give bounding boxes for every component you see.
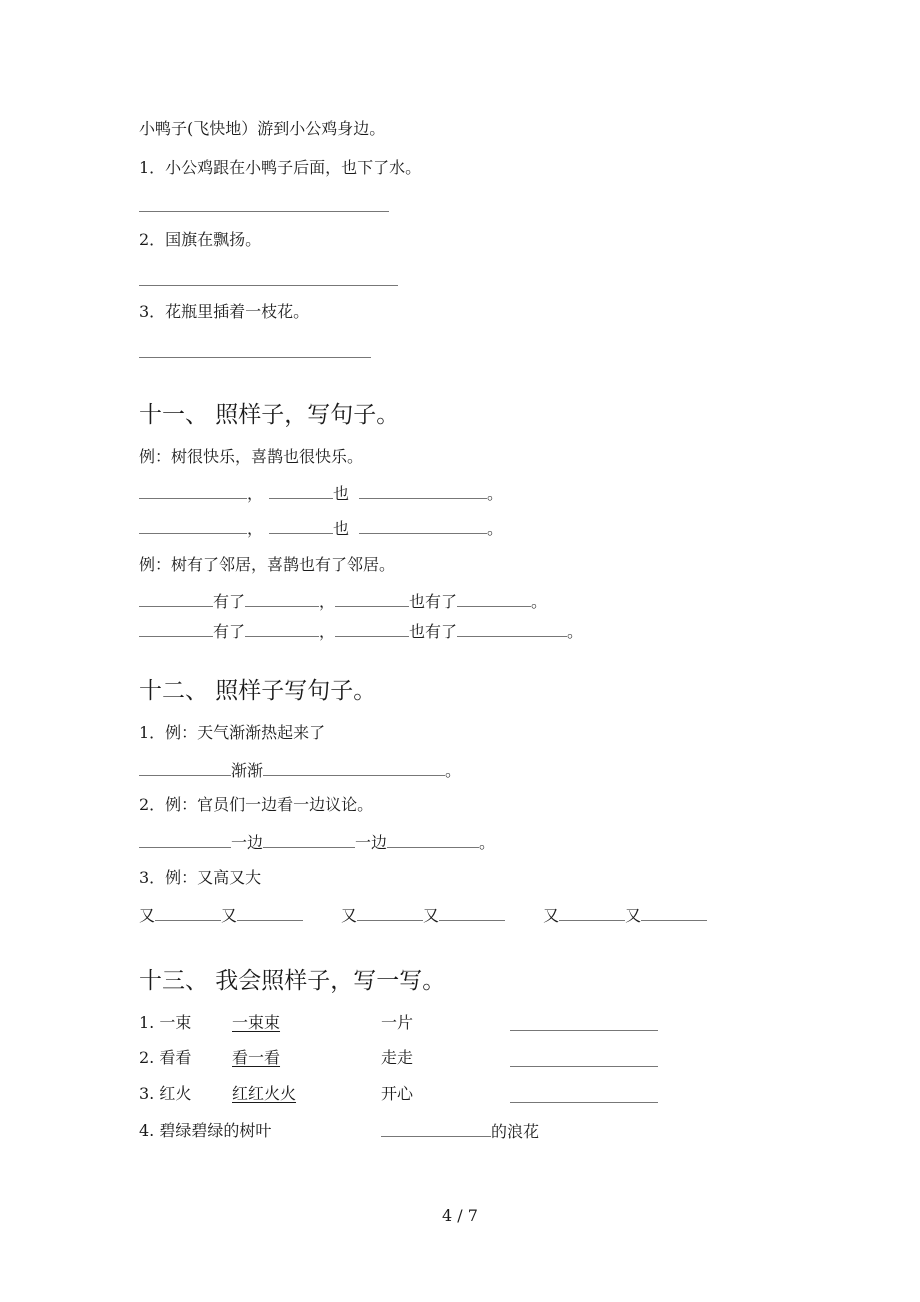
comma: ， (319, 622, 336, 641)
s13-row-1-label: 1. 一束 (139, 1013, 192, 1032)
answer-line-3[interactable] (139, 357, 371, 358)
fill-blank[interactable] (457, 621, 567, 637)
jianjian-word: 渐渐 (231, 761, 264, 780)
fill-blank[interactable] (139, 621, 213, 637)
s13-row-1-task: 一片 (381, 1013, 414, 1032)
yibian-word: 一边 (355, 833, 388, 852)
fill-blank[interactable] (357, 905, 423, 921)
you-word: 又 (341, 906, 358, 925)
section-11-title: 十一、 照样子，写句子。 (139, 402, 400, 428)
section-13-title: 十三、 我会照样子，写一写。 (139, 968, 446, 994)
fill-blank[interactable] (139, 760, 231, 776)
page-number: 4 / 7 (442, 1206, 478, 1225)
youle-word: 有了 (213, 592, 246, 611)
section-12-title: 十二、 照样子写句子。 (139, 678, 377, 704)
yeyoule-word: 也有了 (409, 592, 458, 611)
yibian-word: 一边 (231, 833, 264, 852)
youle-word: 有了 (213, 622, 246, 641)
period: 。 (487, 484, 504, 503)
fill-blank[interactable] (245, 591, 319, 607)
ye-word: 也 (333, 519, 350, 538)
s12-fill-row-3 (139, 905, 707, 926)
you-word: 又 (221, 906, 238, 925)
fill-blank[interactable] (387, 832, 479, 848)
s11-fill-row-1 (139, 483, 503, 504)
fill-blank[interactable] (139, 483, 247, 499)
s12-fill-row-1 (139, 760, 461, 781)
fill-blank[interactable] (359, 483, 487, 499)
fill-blank[interactable] (269, 518, 333, 534)
s11-fill-row-4 (139, 621, 583, 642)
s12-example-2: 2．例：官员们一边看一边议论。 (139, 795, 374, 814)
you-word: 又 (139, 906, 156, 925)
fill-blank[interactable] (139, 832, 231, 848)
fill-blank[interactable] (641, 905, 707, 921)
period: 。 (567, 622, 584, 641)
yeyoule-word: 也有了 (409, 622, 458, 641)
s13-row-4-suffix: 的浪花 (491, 1122, 540, 1141)
fill-blank[interactable] (139, 591, 213, 607)
question-1: 1．小公鸡跟在小鸭子后面，也下了水。 (139, 158, 422, 177)
fill-blank[interactable] (155, 905, 221, 921)
s11-example-2: 例：树有了邻居，喜鹊也有了邻居。 (139, 555, 396, 574)
comma: ， (247, 484, 264, 503)
fill-blank[interactable] (139, 518, 247, 534)
fill-blank[interactable] (335, 591, 409, 607)
you-word: 又 (625, 906, 642, 925)
s13-row-4-label: 4. 碧绿碧绿的树叶 (139, 1121, 272, 1140)
ye-word: 也 (333, 484, 350, 503)
s13-row-2-example: 看一看 (232, 1048, 281, 1067)
s13-row-2-label: 2. 看看 (139, 1048, 192, 1067)
fill-blank[interactable] (559, 905, 625, 921)
s11-example-1: 例：树很快乐，喜鹊也很快乐。 (139, 447, 364, 466)
fill-blank[interactable] (335, 621, 409, 637)
comma: ， (247, 519, 264, 538)
s11-fill-row-3 (139, 591, 547, 612)
fill-blank[interactable] (237, 905, 303, 921)
question-2: 2．国旗在飘扬。 (139, 230, 262, 249)
s13-row-3-label: 3. 红火 (139, 1084, 192, 1103)
s13-row-2-task: 走走 (381, 1048, 414, 1067)
s13-row-1-answer-line[interactable] (510, 1030, 658, 1031)
period: 。 (531, 592, 548, 611)
question-3: 3．花瓶里插着一枝花。 (139, 302, 310, 321)
s13-row-4-fill (381, 1121, 539, 1142)
period: 。 (445, 761, 462, 780)
s13-row-3-answer-line[interactable] (510, 1102, 658, 1103)
fill-blank[interactable] (263, 832, 355, 848)
fill-blank[interactable] (457, 591, 531, 607)
fill-blank[interactable] (245, 621, 319, 637)
you-word: 又 (423, 906, 440, 925)
comma: ， (319, 592, 336, 611)
period: 。 (487, 519, 504, 538)
s13-row-3-example: 红红火火 (232, 1084, 297, 1103)
example-sentence: 小鸭子(飞快地）游到小公鸡身边。 (139, 119, 386, 138)
s11-fill-row-2 (139, 518, 503, 539)
s12-example-3: 3．例：又高又大 (139, 868, 262, 887)
fill-blank[interactable] (359, 518, 487, 534)
period: 。 (479, 833, 496, 852)
s13-row-2-answer-line[interactable] (510, 1066, 658, 1067)
fill-blank[interactable] (263, 760, 445, 776)
s12-example-1: 1．例：天气渐渐热起来了 (139, 723, 326, 742)
s13-row-3-task: 开心 (381, 1084, 414, 1103)
answer-line-1[interactable] (139, 211, 389, 212)
fill-blank[interactable] (381, 1121, 491, 1137)
fill-blank[interactable] (269, 483, 333, 499)
s12-fill-row-2 (139, 832, 495, 853)
you-word: 又 (543, 906, 560, 925)
s13-row-1-example: 一束束 (232, 1013, 281, 1032)
fill-blank[interactable] (439, 905, 505, 921)
answer-line-2[interactable] (139, 285, 398, 286)
